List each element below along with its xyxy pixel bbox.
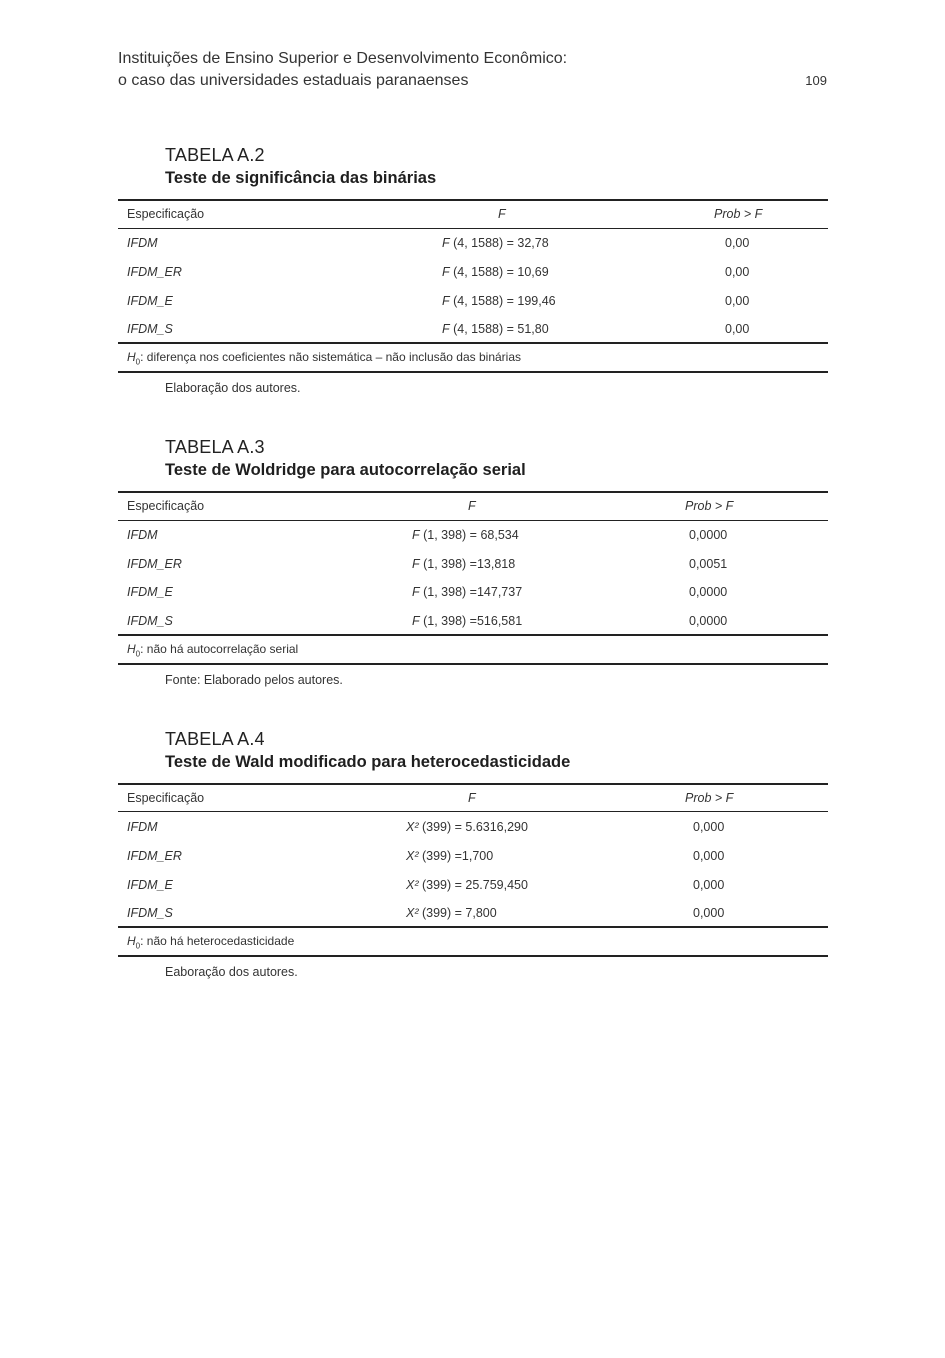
row-prob: 0,00	[725, 322, 750, 336]
page-number: 109	[805, 73, 827, 88]
row-f: X² (399) = 5.6316,290	[406, 820, 528, 834]
row-spec: IFDM_S	[127, 614, 173, 628]
row-prob: 0,00	[725, 294, 750, 308]
row-f: F (1, 398) =147,737	[412, 585, 523, 599]
running-head	[118, 48, 828, 92]
row-spec: IFDM	[127, 236, 158, 250]
row-spec: IFDM	[127, 528, 158, 542]
row-prob: 0,0000	[689, 528, 728, 542]
running-head-line-1: Instituições de Ensino Superior e Desenvolvimento Econômico:	[118, 50, 568, 67]
table-label: TABELA A.2	[165, 145, 265, 165]
table-source: Eaboração dos autores.	[165, 965, 298, 979]
row-spec: IFDM_ER	[127, 557, 182, 571]
column-header-prob: Prob > F	[714, 207, 763, 221]
column-header-f: F	[468, 499, 476, 513]
row-spec: IFDM_ER	[127, 849, 182, 863]
row-prob: 0,00	[725, 236, 750, 250]
row-f: X² (399) =1,700	[406, 849, 494, 863]
table-title: Teste de significância das binárias	[165, 169, 437, 187]
running-head-line-2: o caso das universidades estaduais paranaenses	[118, 72, 469, 89]
row-spec: IFDM_E	[127, 585, 173, 599]
table-note: $H_0$: diferença nos coeficientes não sistemática – não inclusão das binárias	[127, 350, 522, 367]
row-spec: IFDM	[127, 820, 158, 834]
table-title: Teste de Wald modificado para heterocedasticidade	[165, 753, 571, 771]
row-f: X² (399) = 7,800	[406, 906, 497, 920]
row-prob: 0,000	[693, 906, 725, 920]
row-f: X² (399) = 25.759,450	[406, 878, 528, 892]
row-prob: 0,000	[693, 820, 725, 834]
table-note: $H_0$: não há heterocedasticidade	[127, 934, 295, 951]
row-prob: 0,0000	[689, 614, 728, 628]
row-f: F (4, 1588) = 51,80	[442, 322, 549, 336]
column-header-spec: Especificação	[127, 207, 205, 221]
row-f: F (4, 1588) = 199,46	[442, 294, 556, 308]
row-prob: 0,000	[693, 849, 725, 863]
row-spec: IFDM_S	[127, 322, 173, 336]
column-header-f: F	[468, 791, 476, 805]
column-header-prob: Prob > F	[685, 499, 734, 513]
row-f: F (1, 398) =516,581	[412, 614, 523, 628]
row-spec: IFDM_ER	[127, 265, 182, 279]
table-label: TABELA A.4	[165, 729, 265, 749]
row-prob: 0,0000	[689, 585, 728, 599]
table-label: TABELA A.3	[165, 437, 265, 457]
row-prob: 0,0051	[689, 557, 728, 571]
row-spec: IFDM_S	[127, 906, 173, 920]
table-title: Teste de Woldridge para autocorrelação serial	[165, 461, 526, 479]
row-f: F (4, 1588) = 10,69	[442, 265, 549, 279]
table-source: Elaboração dos autores.	[165, 381, 301, 395]
row-spec: IFDM_E	[127, 878, 173, 892]
row-spec: IFDM_E	[127, 294, 173, 308]
row-prob: 0,000	[693, 878, 725, 892]
table-source: Fonte: Elaborado pelos autores.	[165, 673, 343, 687]
row-prob: 0,00	[725, 265, 750, 279]
column-header-prob: Prob > F	[685, 791, 734, 805]
column-header-f: F	[498, 207, 506, 221]
row-f: F (1, 398) =13,818	[412, 557, 516, 571]
table-note: $H_0$: não há autocorrelação serial	[127, 642, 299, 659]
column-header-spec: Especificação	[127, 791, 205, 805]
column-header-spec: Especificação	[127, 499, 205, 513]
row-f: F (4, 1588) = 32,78	[442, 236, 549, 250]
row-f: F (1, 398) = 68,534	[412, 528, 519, 542]
